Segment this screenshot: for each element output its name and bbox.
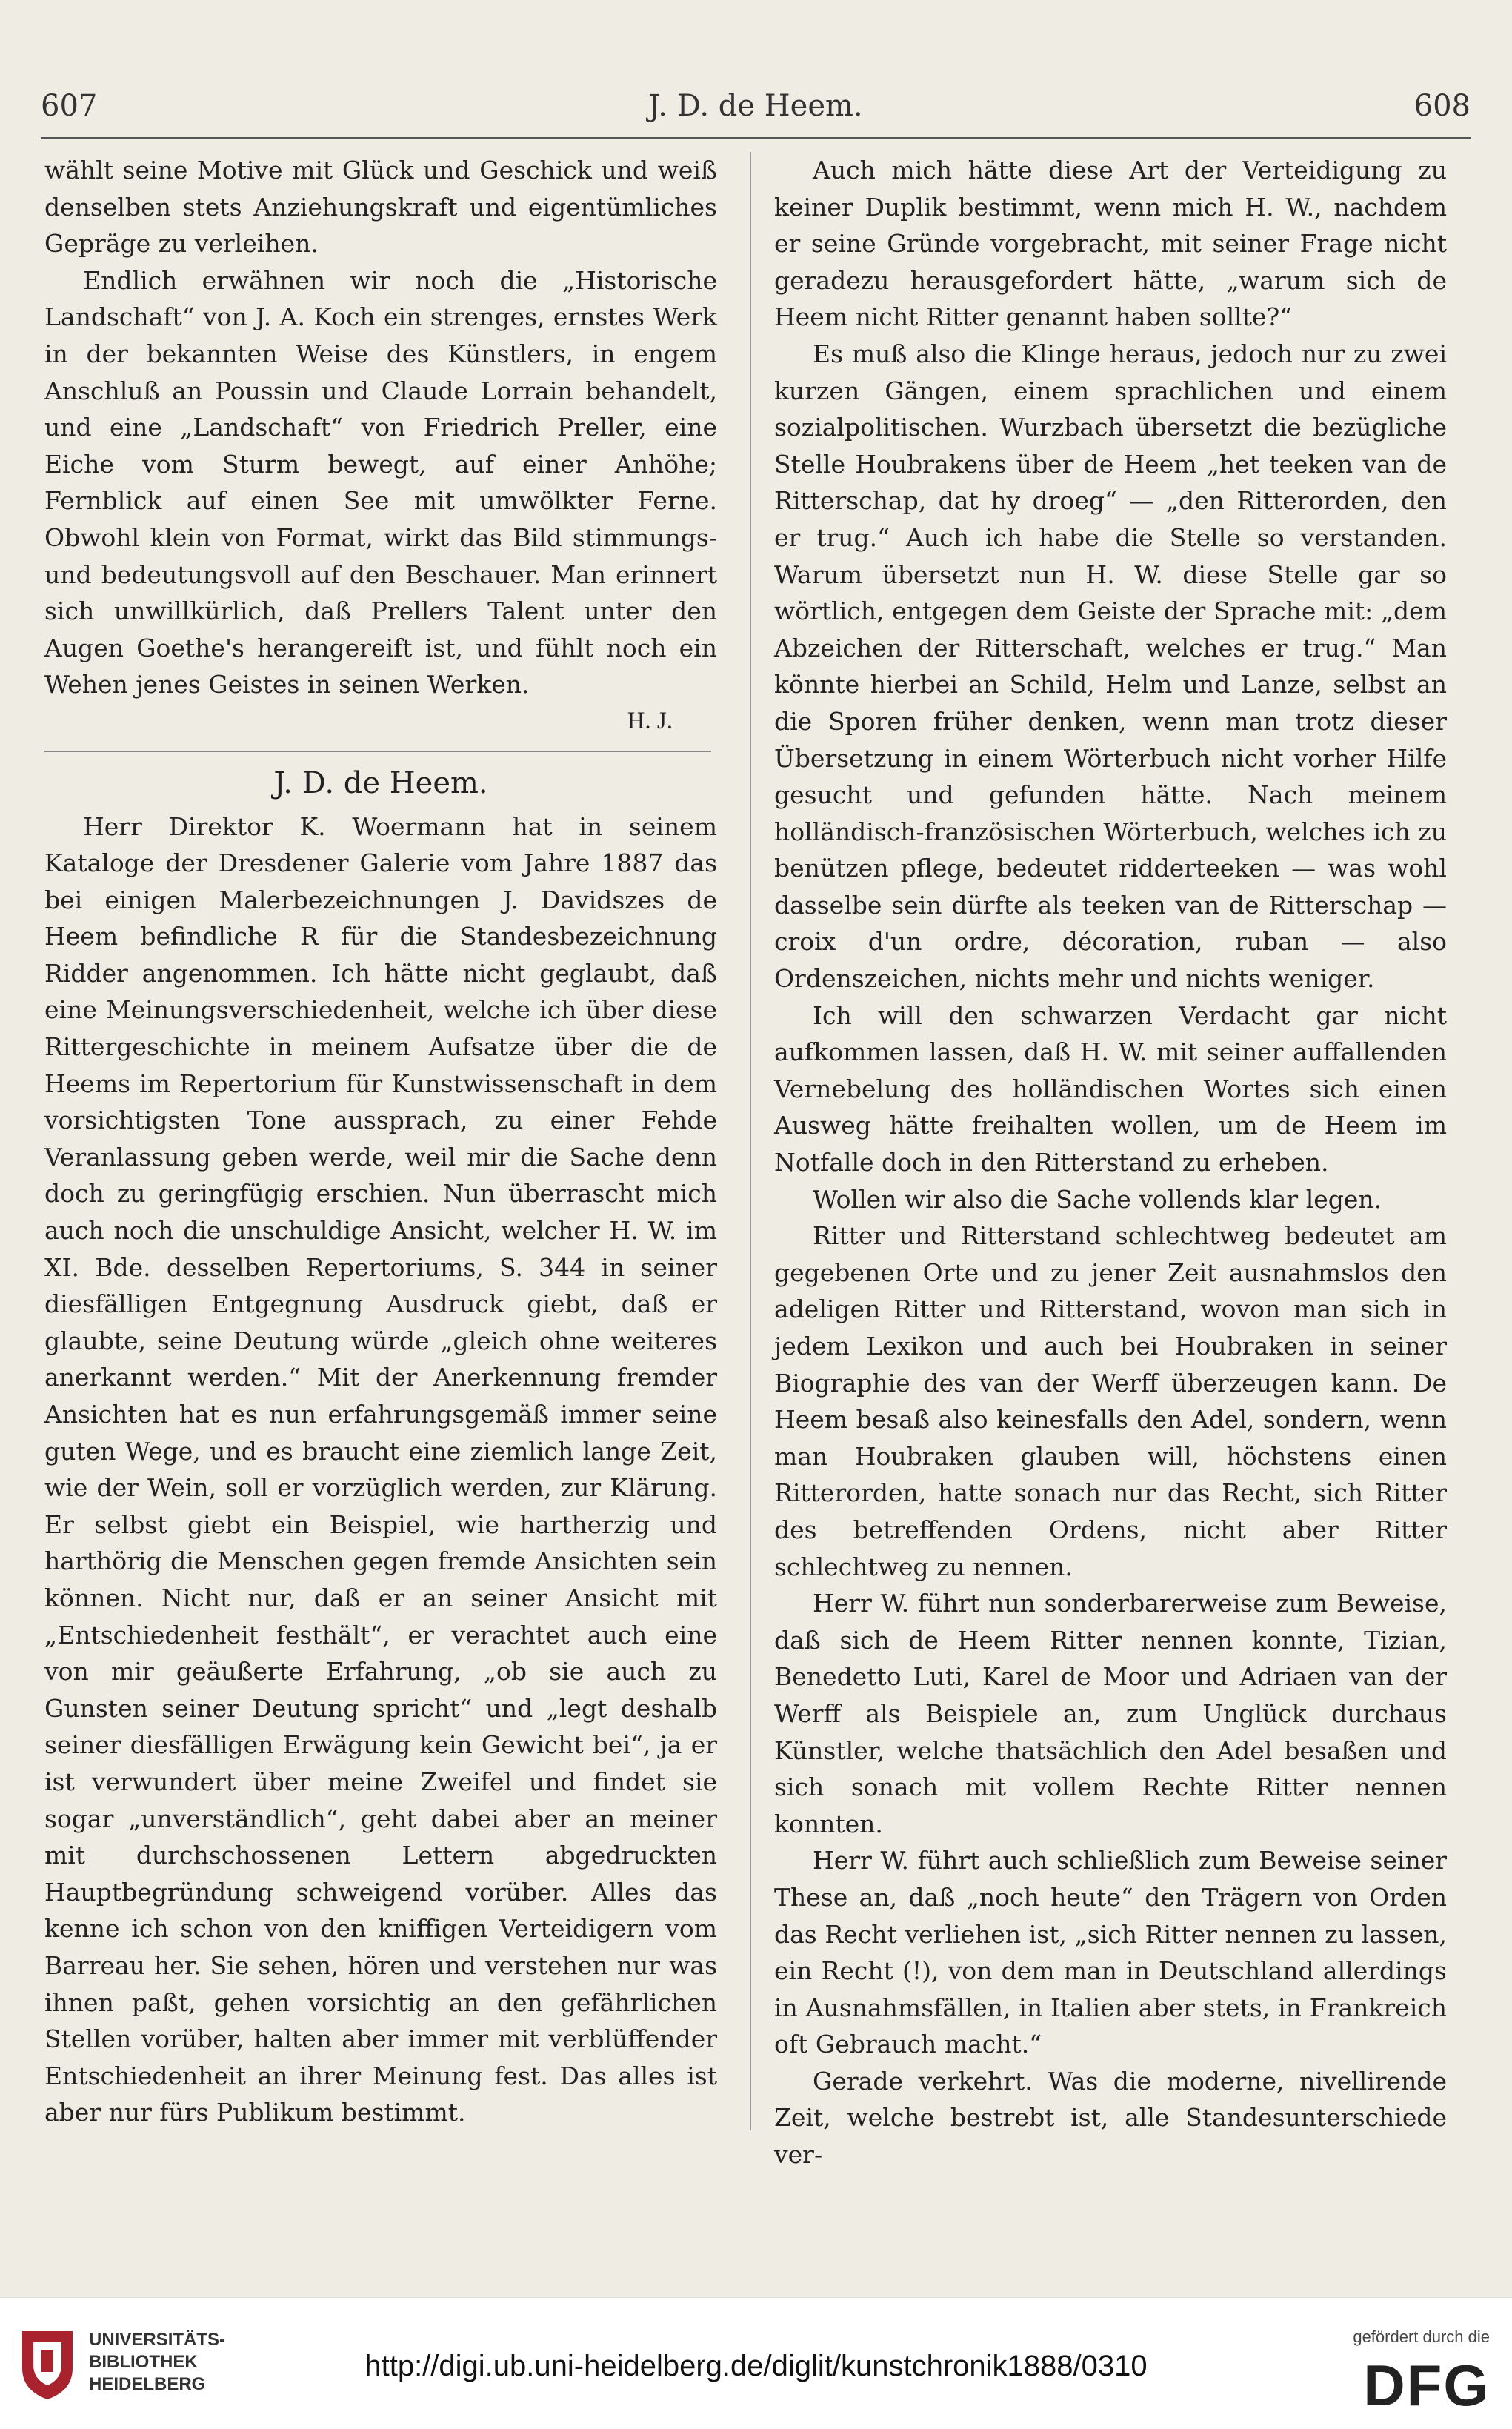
paragraph: Ich will den schwarzen Verdacht gar nicht aufkommen lassen, daß H. W. mit seiner auffallenden Vernebelung des holländischen Wortes sich einen Ausweg hätte freihalten wollen, um de Heem im Notfalle doch in den Ritterstand zu erheben.: [774, 1000, 1447, 1177]
dfg-logo: DFG: [1363, 2353, 1490, 2418]
viewer-footer: [0, 2297, 1512, 2429]
header-rule: [41, 137, 1471, 139]
page-number-left: 607: [41, 89, 98, 123]
left-column: [44, 152, 717, 2131]
author-signature: H. J.: [627, 707, 673, 734]
permalink-url[interactable]: http://digi.ub.uni-heidelberg.de/diglit/kunstchronik1888/0310: [364, 2350, 1148, 2382]
section-separator: [44, 751, 711, 752]
paragraph: wählt seine Motive mit Glück und Geschick und weiß denselben stets Anziehungskraft und eigentümliches Gepräge zu verleihen.: [44, 156, 717, 259]
column-divider: [750, 152, 751, 2130]
paragraph: Endlich erwähnen wir noch die „Historische Landschaft“ von J. A. Koch ein strenges, ernstes Werk in der bekannten Weise des Künstlers, in engem Anschluß an Poussin und Claude Lorrain behandelt, und eine „Landschaft“ von Friedrich Preller, eine Eiche vom Sturm bewegt, auf einer Anhöhe; Fernblick auf einen See mit umwölkter Ferne. Obwohl klein von Format, wirkt das Bild stimmungs- und bedeutungsvoll auf den Beschauer. Man erinnert sich unwillkürlich, daß Prellers Talent unter den Augen Goethe's herangereift ist, und fühlt noch ein Wehen jenes Geistes in seinen Werken.: [44, 265, 717, 700]
page-number-right: 608: [1413, 89, 1471, 123]
paragraph: Auch mich hätte diese Art der Verteidigung zu keiner Duplik bestimmt, wenn mich H. W., nachdem er seine Gründe vorgebracht, mit seiner Frage nicht geradezu herausgefordert hätte, „warum sich de Heem nicht Ritter genannt haben sollte?“: [774, 156, 1447, 332]
paragraph: Herr W. führt auch schließlich zum Beweise seiner These an, daß „noch heute“ den Trägern von Orden das Recht verliehen ist, „sich Ritter nennen zu lassen, ein Recht (!), von dem man in Deutschland allerdings in Ausnahmsfällen, in Italien aber stets, in Frankreich oft Gebrauch macht.“: [774, 1846, 1447, 2059]
paragraph: Herr Direktor K. Woermann hat in seinem Kataloge der Dresdener Galerie vom Jahre 1887 das bei einigen Malerbezeichnungen J. Davidszes de Heem befindliche R für die Standesbezeichnung Ridder angenommen. Ich hätte nicht geglaubt, daß eine Meinungsverschiedenheit, welche ich über diese Rittergeschichte in meinem Aufsatze über die de Heems im Repertorium für Kunstwissenschaft in dem vorsichtigsten Tone aussprach, zu einer Fehde Veranlassung geben werde, weil mir die Sache denn doch zu geringfügig erschien. Nun überrascht mich auch noch die unschuldige Ansicht, welcher H. W. im XI. Bde. desselben Repertoriums, S. 344 in seiner diesfälligen Entgegnung Ausdruck giebt, daß er glaubte, seine Deutung würde „gleich ohne weiteres anerkannt werden.“ Mit der Anerkennung fremder Ansichten hat es nun erfahrungsgemäß immer seine guten Wege, und es braucht eine ziemlich lange Zeit, wie der Wein, soll er vorzüglich werden, zur Klärung. Er selbst giebt ein Beispiel, wie hartherzig und harthörig die Menschen gegen fremde Ansichten sein können. Nicht nur, daß er an seiner Ansicht mit „Entschiedenheit festhält“, er verachtet auch eine von mir geäußerte Erfahrung, „ob sie auch zu Gunsten seiner Deutung spricht“ und „legt deshalb seiner diesfälligen Erwägung kein Gewicht bei“, ja er ist verwundert über meine Zweifel und findet sie sogar „unverständlich“, geht dabei aber an meiner mit durchschossenen Lettern abgedruckten Hauptbegründung schweigend vorüber. Alles das kenne ich schon von den kniffigen Verteidigern vom Barreau her. Sie sehen, hören und verstehen nur was ihnen paßt, gehen vorsichtig an den gefährlichen Stellen vorüber, halten aber immer mit verblüffender Entschiedenheit an ihrer Meinung fest. Das alles ist aber nur fürs Publikum bestimmt.: [44, 811, 717, 2127]
library-logo-text: UNIVERSITÄTS- BIBLIOTHEK HEIDELBERG: [89, 2330, 226, 2394]
article-title: J. D. de Heem.: [273, 765, 488, 800]
running-title: J. D. de Heem.: [648, 89, 863, 123]
right-column: [774, 152, 1447, 2173]
paragraph: Herr W. führt nun sonderbarerweise zum Beweise, daß sich de Heem Ritter nennen konnte, Tizian, Benedetto Luti, Karel de Moor und Adriaen van der Werff als Beispiele an, zum Unglück durchaus Künstler, welche thatsächlich den Adel besaßen und sich sonach mit vollem Rechte Ritter nennen konnten.: [774, 1589, 1447, 1838]
paragraph: Ritter und Ritterstand schlechtweg bedeutet am gegebenen Orte und zu jener Zeit ausnahmslos den adeligen Ritter und Ritterstand, wovon man sich in jedem Lexikon und auch bei Houbraken in seiner Biographie des van der Werff überzeugen kann. De Heem besaß also keinesfalls den Adel, sondern, wenn man Houbraken glauben will, höchstens einen Ritterorden, hatte sonach nur das Recht, sich Ritter des betreffenden Ordens, nicht aber Ritter schlechtweg zu nennen.: [774, 1221, 1447, 1581]
funding-note: gefördert durch die: [1353, 2327, 1490, 2346]
paragraph: Es muß also die Klinge heraus, jedoch nur zu zwei kurzen Gängen, einem sprachlichen und einem sozialpolitischen. Wurzbach übersetzt die bezügliche Stelle Houbrakens über de Heem „het teeken van de Ritterschap, dat hy droeg“ — „den Ritterorden, den er trug.“ Auch ich habe die Stelle so verstanden. Warum übersetzt nun H. W. diese Stelle gar so wörtlich, entgegen dem Geiste der Sprache mit: „dem Abzeichen der Ritterschaft, welches er trug.“ Man könnte hierbei an Schild, Helm und Lanze, selbst an die Sporen früher denken, wenn man trotz dieser Übersetzung in einem Wörterbuch nicht vorher Hilfe gesucht und gefunden hätte. Nach meinem holländisch-französischen Wörterbuch, welches ich zu benützen pflege, bedeutet ridderteeken — was wohl dasselbe sein dürfte als teeken van de Ritterschap — croix d'un ordre, décoration, ruban — also Ordenszeichen, nichts mehr und nichts weniger.: [774, 339, 1447, 994]
page-header: [41, 89, 1471, 133]
paragraph: Gerade verkehrt. Was die moderne, nivellirende Zeit, welche bestrebt ist, alle Standesunterschiede ver-: [774, 2066, 1447, 2170]
paragraph: Wollen wir also die Sache vollends klar legen.: [813, 1184, 1382, 1214]
